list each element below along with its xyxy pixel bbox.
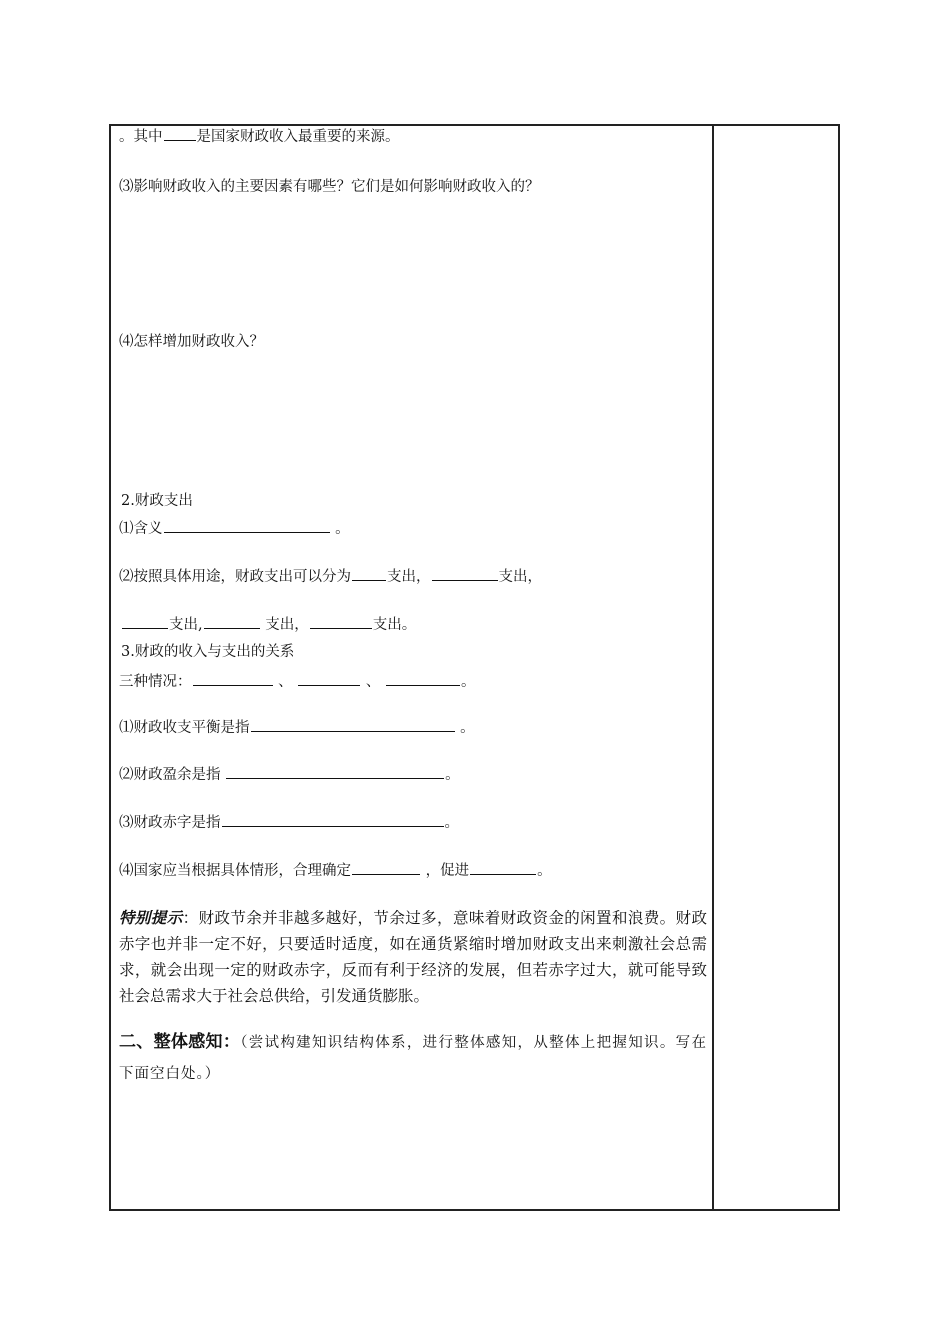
- question-factors: ⑶影响财政收入的主要因素有哪些？它们是如何影响财政收入的？: [119, 179, 540, 195]
- line-categories-1: ⑵按照具体用途，财政支出可以分为 支出， 支出，: [119, 566, 542, 587]
- special-tip: 特别提示：财政节余并非越多越好，节余过多，意味着财政资金的闲置和浪费。财政赤字也并非一定不好，只要适时适度，如在通货紧缩时增加财政支出来刺激社会总需求，就会出现一定的财政赤字，反而有利于经济的发展，但若赤字过大，就可能导致社会总需求大于社会总供给，引发通货膨胀。: [119, 908, 707, 1005]
- line-balance: ⑴财政收支平衡是指 。: [119, 717, 475, 738]
- section-overall-perception: [119, 1027, 707, 1089]
- blank[interactable]: [352, 566, 386, 581]
- question-increase: ⑷怎样增加财政收入？: [119, 334, 264, 350]
- blank[interactable]: [193, 671, 273, 686]
- tip-label: 特别提示: [119, 908, 183, 927]
- blank[interactable]: [298, 671, 360, 686]
- heading-expenditure: 2.财政支出: [121, 493, 193, 509]
- blank[interactable]: [432, 566, 498, 581]
- line-categories-2: 支出, 支出， 支出。: [121, 614, 416, 635]
- blank[interactable]: [226, 764, 444, 779]
- heading-relation: 3.财政的收入与支出的关系: [121, 644, 295, 660]
- blank[interactable]: [352, 860, 420, 875]
- blank[interactable]: [164, 126, 196, 141]
- blank[interactable]: [470, 860, 536, 875]
- line-three-situations: 三种情况： 、 、 。: [119, 671, 475, 692]
- line-deficit: ⑶财政赤字是指 。: [119, 812, 459, 833]
- section-heading: 二、整体感知：: [119, 1032, 241, 1052]
- blank[interactable]: [164, 518, 330, 533]
- tip-text: 财政节余并非越多越好，节余过多，意味着财政资金的闲置和浪费。财政赤字也并非一定不好，只要适时适度，如在通货紧缩时增加财政支出来刺激社会总需求，就会出现一定的财政赤字，反而有利于经济的发展，但若赤字过大，就可能导致社会总需求大于社会总供给，引发通货膨胀。: [119, 909, 707, 1005]
- line-definition: ⑴含义 。: [119, 518, 350, 539]
- column-divider: [712, 124, 714, 1211]
- line-state-determines: ⑷国家应当根据具体情形，合理确定 ，促进 。: [119, 860, 552, 881]
- blank[interactable]: [310, 614, 372, 629]
- blank[interactable]: [251, 717, 455, 732]
- blank[interactable]: [222, 812, 444, 827]
- blank[interactable]: [386, 671, 460, 686]
- blank[interactable]: [122, 614, 168, 629]
- section-note: （尝试构建知识结构体系，进行整体感知，从整体上把握知识。写在下面空白处。）: [119, 1035, 707, 1082]
- blank[interactable]: [204, 614, 260, 629]
- line-surplus: ⑵财政盈余是指 。: [119, 764, 460, 785]
- line-main-source: 。其中 是国家财政收入最重要的来源。: [119, 126, 400, 147]
